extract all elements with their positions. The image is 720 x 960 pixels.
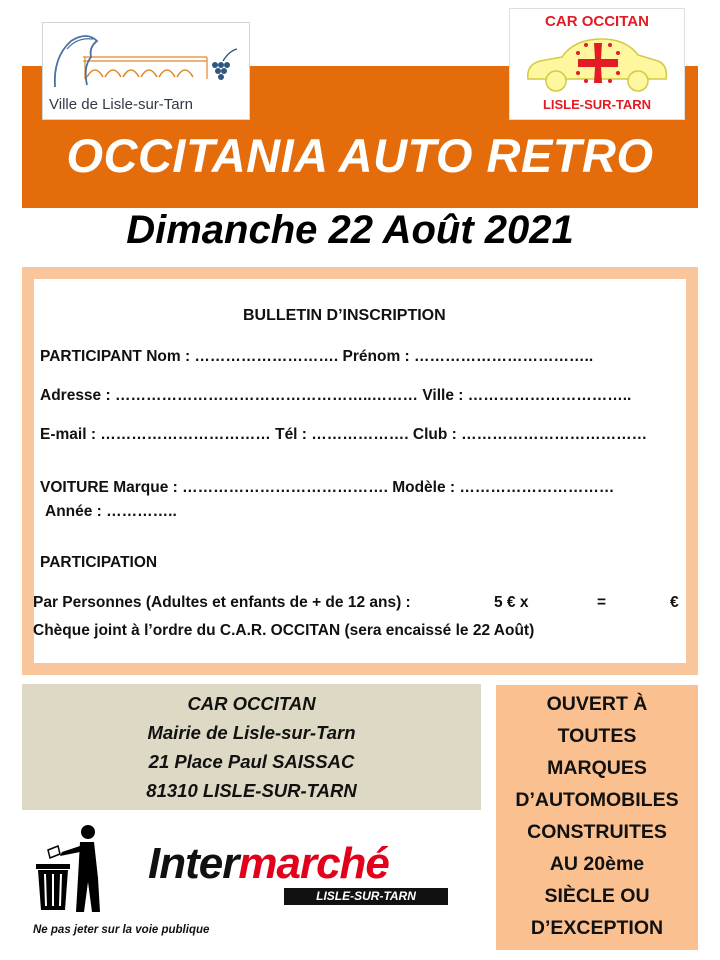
open-line: OUVERT À xyxy=(546,693,648,715)
price-per-person: 5 € x xyxy=(494,594,529,611)
event-title: OCCITANIA AUTO RETRO xyxy=(66,129,654,182)
intermarche-logo xyxy=(148,839,454,908)
form-heading: BULLETIN D’INSCRIPTION xyxy=(243,307,446,324)
euro-sign: € xyxy=(670,594,679,611)
intermarche-logo-sub: LISLE-SUR-TARN xyxy=(316,889,416,903)
footer-note: Ne pas jeter sur la voie publique xyxy=(33,924,210,936)
car-occitan-logo-top: CAR OCCITAN xyxy=(545,13,649,30)
participation-heading: PARTICIPATION xyxy=(40,554,158,571)
equals-sign: = xyxy=(597,594,607,611)
par-personnes-label: Par Personnes (Adultes et enfants de + de 12 ans) : xyxy=(33,594,411,611)
event-date: Dimanche 22 Août 2021 xyxy=(126,208,574,252)
address-line: 21 Place Paul SAISSAC xyxy=(148,751,355,772)
open-line: D’AUTOMOBILES xyxy=(515,789,679,811)
address-line: 81310 LISLE-SUR-TARN xyxy=(146,780,357,801)
cheque-line: Chèque joint à l’ordre du C.A.R. OCCITAN (sera encaissé le 22 Août) xyxy=(33,622,535,639)
annee-line: Année : ………….. xyxy=(45,503,177,520)
trash-bin-icon xyxy=(30,822,110,914)
address-line: CAR OCCITAN xyxy=(187,693,316,714)
adresse-line: Adresse : …………………………………………..……… Ville : ………………………….. xyxy=(40,387,632,404)
open-line: CONSTRUITES xyxy=(527,821,667,843)
intermarche-logo-marche: marché xyxy=(238,839,389,888)
occitan-car-icon xyxy=(522,31,672,95)
participant-line: PARTICIPANT Nom : ………………………. Prénom : …………………………….. xyxy=(40,348,594,365)
voiture-line: VOITURE Marque : …………………………………. Modèle : ………………………… xyxy=(40,479,615,496)
open-line: MARQUES xyxy=(547,757,647,779)
open-line: SIÈCLE OU xyxy=(544,885,650,907)
address-line: Mairie de Lisle-sur-Tarn xyxy=(147,722,356,743)
email-line: E-mail : …………………………… Tél : ………………. Club : ……………………………… xyxy=(40,426,648,443)
intermarche-logo-inter: Inter xyxy=(148,839,239,888)
open-line: TOUTES xyxy=(557,725,637,747)
car-occitan-logo-bottom: LISLE-SUR-TARN xyxy=(542,97,652,112)
open-line: AU 20ème xyxy=(549,853,645,875)
ville-logo xyxy=(42,22,250,120)
ville-logo-drawing xyxy=(47,27,243,93)
open-line: D’EXCEPTION xyxy=(530,917,664,939)
ville-logo-text: Ville de Lisle-sur-Tarn xyxy=(49,96,193,113)
car-occitan-logo xyxy=(509,8,685,120)
